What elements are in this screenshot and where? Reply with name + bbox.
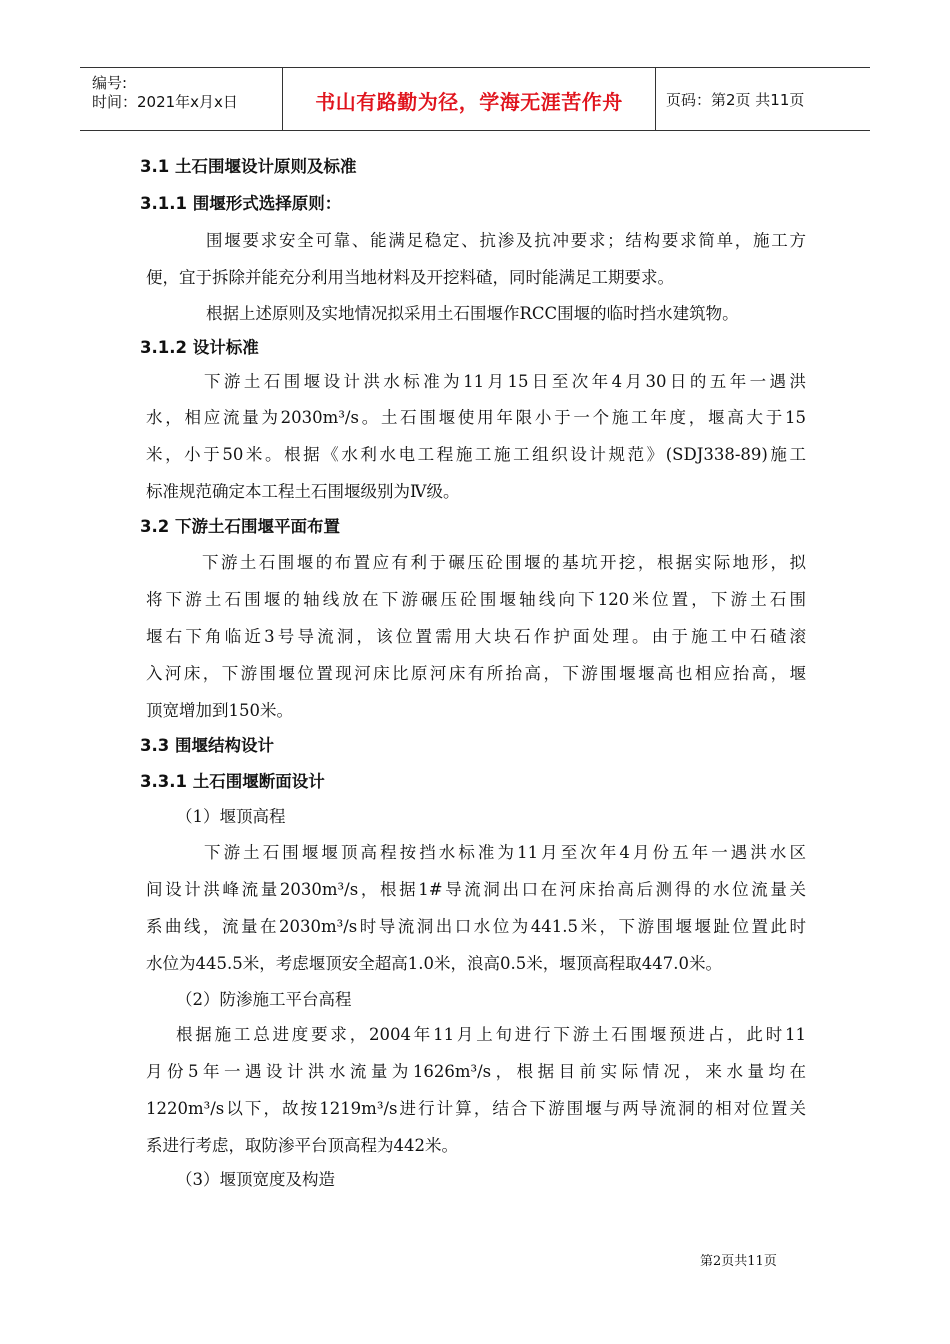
paragraph-line: 将下游土石围堰的轴线放在下游碾压砼围堰轴线向下120米位置，下游土石围 [146, 590, 806, 609]
paragraph-line: 系曲线，流量在2030m³/s时导流洞出口水位为441.5米，下游围堰堰趾位置此时 [146, 917, 806, 936]
heading-3-1: 3.1 土石围堰设计原则及标准 [140, 157, 357, 176]
paragraph-line: 标准规范确定本工程土石围堰级别为Ⅳ级。 [146, 482, 460, 501]
paragraph-line: 下游土石围堰的布置应有利于碾压砼围堰的基坑开挖，根据实际地形，拟 [202, 553, 806, 572]
header-page-cell [656, 68, 870, 130]
document-date-label: 时间：2021年x月x日 [92, 93, 238, 111]
paragraph-line: 根据施工总进度要求，2004年11月上旬进行下游土石围堰预进占，此时11 [176, 1025, 806, 1044]
subsection-title: （1）堰顶高程 [176, 807, 286, 826]
paragraph-line: 1220m³/s以下，故按1219m³/s进行计算，结合下游围堰与两导流洞的相对位置关 [146, 1099, 806, 1118]
paragraph-line: 米，小于50米。根据《水利水电工程施工施工组织设计规范》(SDJ338-89)施工 [146, 445, 806, 464]
paragraph-line: 下游土石围堰堰顶高程按挡水标准为11月至次年4月份五年一遇洪水区 [204, 843, 806, 862]
paragraph-line: 间设计洪峰流量2030m³/s，根据1#导流洞出口在河床抬高后测得的水位流量关 [146, 880, 806, 899]
heading-3-1-1: 3.1.1 围堰形式选择原则： [140, 194, 342, 213]
paragraph-line: 便，宜于拆除并能充分利用当地材料及开挖料碴，同时能满足工期要求。 [146, 268, 674, 287]
document-number-label: 编号: [92, 74, 128, 92]
header-motto-cell [283, 68, 656, 130]
heading-3-3: 3.3 围堰结构设计 [140, 736, 274, 755]
paragraph-line: 入河床，下游围堰位置现河床比原河床有所抬高，下游围堰堰高也相应抬高，堰 [146, 664, 806, 683]
paragraph-line: 下游土石围堰设计洪水标准为11月15日至次年4月30日的五年一遇洪 [204, 372, 806, 391]
paragraph-line: 水位为445.5米，考虑堰顶安全超高1.0米，浪高0.5米，堰顶高程取447.0米。 [146, 954, 722, 973]
heading-3-2: 3.2 下游土石围堰平面布置 [140, 517, 340, 536]
subsection-title: （3）堰顶宽度及构造 [176, 1170, 335, 1189]
paragraph-line: 堰右下角临近3号导流洞，该位置需用大块石作护面处理。由于施工中石碴滚 [146, 627, 806, 646]
header-page-label: 页码：第2页 共11页 [666, 91, 805, 109]
paragraph-line: 顶宽增加到150米。 [146, 701, 293, 720]
paragraph-line: 水，相应流量为2030m³/s。土石围堰使用年限小于一个施工年度，堰高大于15 [146, 408, 806, 427]
paragraph-line: 根据上述原则及实地情况拟采用土石围堰作RCC围堰的临时挡水建筑物。 [206, 304, 739, 323]
heading-3-3-1: 3.3.1 土石围堰断面设计 [140, 772, 325, 791]
paragraph-line: 月份5年一遇设计洪水流量为1626m³/s，根据目前实际情况，来水量均在 [146, 1062, 806, 1081]
heading-3-1-2: 3.1.2 设计标准 [140, 338, 259, 357]
header-motto: 书山有路勤为径，学海无涯苦作舟 [315, 90, 623, 114]
header-meta-cell [80, 68, 283, 130]
page-header [80, 67, 870, 131]
paragraph-line: 围堰要求安全可靠、能满足稳定、抗渗及抗冲要求；结构要求简单，施工方 [206, 231, 806, 250]
subsection-title: （2）防渗施工平台高程 [176, 990, 352, 1009]
paragraph-line: 系进行考虑，取防渗平台顶高程为442米。 [146, 1136, 458, 1155]
page-footer: 第2页共11页 [700, 1254, 777, 1269]
